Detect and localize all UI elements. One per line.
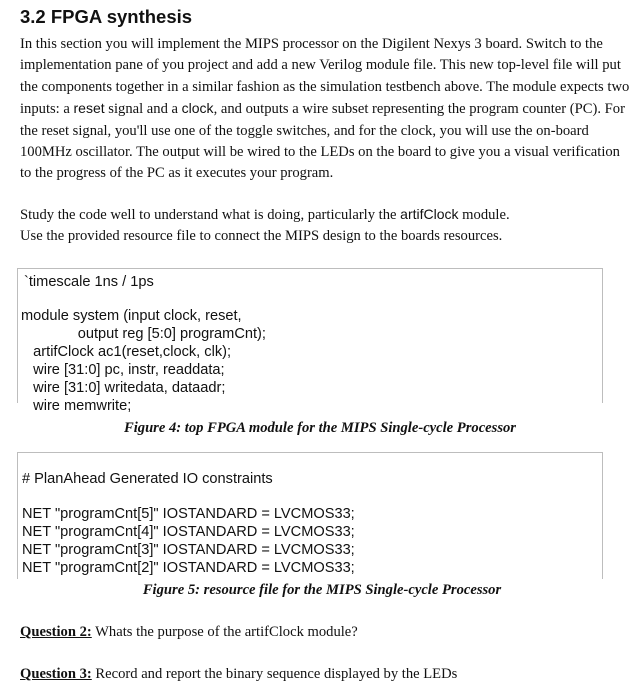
code-line: `timescale 1ns / 1ps bbox=[24, 274, 154, 290]
reset-term: reset bbox=[73, 100, 105, 117]
intro-text-2: signal and a bbox=[104, 101, 182, 118]
intro-text-3: , and outputs a wire subset representing the program counter (PC). For the reset signal, you'll use one of the toggle switches, and for the clock, you will use the on-board 100MHz oscillator. The output will be wired to the LEDs on the board to give you a visual verification to the progress of the PC as it executes your program. bbox=[20, 101, 625, 182]
artifclock-term: artifClock bbox=[400, 206, 459, 222]
study-text-1: Study the code well to understand what is doing, particularly the bbox=[20, 207, 401, 223]
figure-5-caption: Figure 5: resource file for the MIPS Single-cycle Processor bbox=[142, 582, 502, 598]
clock-term: clock bbox=[181, 100, 214, 117]
study-paragraph bbox=[20, 204, 630, 248]
code-line: NET "programCnt[5]" IOSTANDARD = LVCMOS33; bbox=[22, 506, 355, 522]
code-line: NET "programCnt[3]" IOSTANDARD = LVCMOS33; bbox=[22, 542, 355, 558]
code-line: wire [31:0] writedata, dataadr; bbox=[21, 380, 226, 396]
question-2-text: Whats the purpose of the artifClock module? bbox=[91, 624, 358, 640]
study-text-3: Use the provided resource file to connect the MIPS design to the boards resources. bbox=[20, 228, 503, 245]
code-line: NET "programCnt[2]" IOSTANDARD = LVCMOS33; bbox=[22, 560, 355, 576]
question-2-label: Question 2: bbox=[20, 624, 92, 640]
code-line: wire [31:0] pc, instr, readdata; bbox=[21, 362, 225, 378]
question-3-text: Record and report the binary sequence displayed by the LEDs bbox=[91, 666, 458, 682]
intro-paragraph bbox=[20, 34, 630, 185]
section-heading: 3.2 FPGA synthesis bbox=[20, 6, 193, 27]
verilog-code-box bbox=[17, 268, 603, 414]
code-line: wire memwrite; bbox=[21, 398, 132, 414]
code-line: artifClock ac1(reset,clock, clk); bbox=[21, 344, 232, 360]
constraints-code-box bbox=[17, 452, 603, 579]
code-line: NET "programCnt[4]" IOSTANDARD = LVCMOS33; bbox=[22, 524, 355, 540]
question-3 bbox=[20, 666, 457, 683]
code-line: output reg [5:0] programCnt); bbox=[21, 326, 266, 342]
question-3-label: Question 3: bbox=[20, 666, 92, 682]
study-text-2: module. bbox=[458, 207, 510, 223]
code-line: module system (input clock, reset, bbox=[21, 308, 242, 324]
figure-4-caption: Figure 4: top FPGA module for the MIPS Single-cycle Processor bbox=[123, 420, 516, 436]
question-2 bbox=[20, 624, 358, 641]
code-line: # PlanAhead Generated IO constraints bbox=[22, 471, 273, 487]
intro-text-1: In this section you will implement the MIPS processor on the Digilent Nexys 3 board. Switch to the implementation pane of you project and add a new Verilog module file. This new top-level file will put the components together in a similar fashion as the simulation testbench above. The module expects two inputs: a bbox=[20, 36, 630, 118]
